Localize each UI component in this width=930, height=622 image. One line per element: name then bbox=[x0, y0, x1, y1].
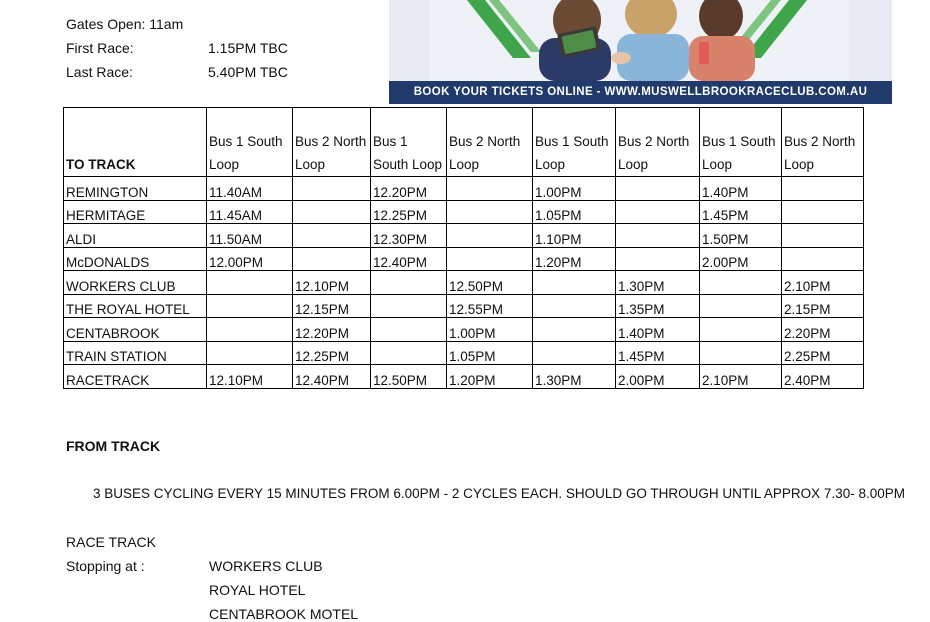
table-row bbox=[64, 224, 864, 248]
time-cell bbox=[700, 341, 782, 365]
time-cell bbox=[616, 200, 700, 224]
to-track-title: TO TRACK bbox=[64, 108, 207, 177]
time-cell: 12.40PM bbox=[371, 247, 447, 271]
time-cell: 12.30PM bbox=[371, 224, 447, 248]
time-cell: 11.40AM bbox=[207, 177, 293, 201]
time-cell bbox=[533, 271, 616, 295]
gates-open bbox=[66, 12, 183, 36]
column-header: Bus 2 North Loop bbox=[447, 108, 533, 177]
column-header: Bus 1 South Loop bbox=[371, 108, 447, 177]
gates-open-text: Gates Open: 11am bbox=[66, 16, 184, 32]
time-cell: 2.15PM bbox=[782, 294, 864, 318]
time-cell bbox=[616, 247, 700, 271]
time-cell bbox=[371, 294, 447, 318]
time-cell bbox=[700, 271, 782, 295]
time-cell: 1.10PM bbox=[533, 224, 616, 248]
time-cell bbox=[207, 318, 293, 342]
time-cell bbox=[447, 247, 533, 271]
time-cell: 12.50PM bbox=[447, 271, 533, 295]
stop-name-cell: WORKERS CLUB bbox=[64, 271, 207, 295]
column-header: Bus 2 North Loop bbox=[616, 108, 700, 177]
time-cell: 1.40PM bbox=[700, 177, 782, 201]
stop-name-cell: TRAIN STATION bbox=[64, 341, 207, 365]
time-cell: 1.20PM bbox=[533, 247, 616, 271]
time-cell: 12.55PM bbox=[447, 294, 533, 318]
time-cell: 1.40PM bbox=[616, 318, 700, 342]
time-cell bbox=[782, 247, 864, 271]
time-cell: 12.20PM bbox=[371, 177, 447, 201]
time-cell: 2.10PM bbox=[782, 271, 864, 295]
time-cell bbox=[293, 247, 371, 271]
column-header: Bus 1 South Loop bbox=[533, 108, 616, 177]
time-cell: 1.05PM bbox=[533, 200, 616, 224]
time-cell bbox=[447, 177, 533, 201]
time-cell bbox=[207, 341, 293, 365]
table-header-row bbox=[64, 108, 864, 177]
time-cell bbox=[207, 294, 293, 318]
time-cell bbox=[782, 224, 864, 248]
time-cell: 1.50PM bbox=[700, 224, 782, 248]
time-cell: 1.20PM bbox=[447, 365, 533, 389]
time-cell bbox=[782, 177, 864, 201]
time-cell bbox=[616, 177, 700, 201]
first-race-value: 1.15PM TBC bbox=[208, 40, 288, 56]
first-race-label: First Race: bbox=[66, 40, 134, 56]
event-info bbox=[66, 12, 288, 84]
time-cell bbox=[533, 294, 616, 318]
to-track-schedule-table bbox=[63, 107, 864, 389]
time-cell bbox=[371, 341, 447, 365]
time-cell bbox=[533, 318, 616, 342]
time-cell: 12.50PM bbox=[371, 365, 447, 389]
stop-item: WORKERS CLUB bbox=[209, 558, 323, 574]
from-track-note: 3 BUSES CYCLING EVERY 15 MINUTES FROM 6.00PM - 2 CYCLES EACH. SHOULD GO THROUGH UNTIL APPROX 7.30- 8.00PM bbox=[93, 486, 905, 501]
time-cell bbox=[447, 224, 533, 248]
stop-item: ROYAL HOTEL bbox=[209, 582, 306, 598]
time-cell bbox=[207, 271, 293, 295]
time-cell: 1.00PM bbox=[533, 177, 616, 201]
time-cell: 12.40PM bbox=[293, 365, 371, 389]
time-cell bbox=[616, 224, 700, 248]
time-cell: 12.25PM bbox=[371, 200, 447, 224]
last-race-label: Last Race: bbox=[66, 64, 133, 80]
table-row bbox=[64, 177, 864, 201]
time-cell bbox=[700, 294, 782, 318]
time-cell: 2.00PM bbox=[616, 365, 700, 389]
time-cell: 12.10PM bbox=[293, 271, 371, 295]
time-cell bbox=[782, 200, 864, 224]
time-cell: 11.45AM bbox=[207, 200, 293, 224]
stop-name-cell: REMINGTON bbox=[64, 177, 207, 201]
table-row bbox=[64, 271, 864, 295]
time-cell bbox=[371, 318, 447, 342]
time-cell: 2.20PM bbox=[782, 318, 864, 342]
time-cell bbox=[293, 177, 371, 201]
table-row bbox=[64, 200, 864, 224]
stop-item: CENTABROOK MOTEL bbox=[209, 606, 359, 622]
time-cell: 11.50AM bbox=[207, 224, 293, 248]
time-cell: 1.05PM bbox=[447, 341, 533, 365]
time-cell bbox=[293, 200, 371, 224]
stop-name-cell: CENTABROOK bbox=[64, 318, 207, 342]
booking-link[interactable]: BOOK YOUR TICKETS ONLINE - WWW.MUSWELLBROOKRACECLUB.COM.AU bbox=[389, 81, 892, 104]
time-cell: 2.25PM bbox=[782, 341, 864, 365]
time-cell: 2.00PM bbox=[700, 247, 782, 271]
time-cell: 12.10PM bbox=[207, 365, 293, 389]
time-cell bbox=[371, 271, 447, 295]
time-cell: 12.15PM bbox=[293, 294, 371, 318]
time-cell: 1.30PM bbox=[533, 365, 616, 389]
time-cell: 12.00PM bbox=[207, 247, 293, 271]
time-cell bbox=[700, 318, 782, 342]
promo-banner[interactable] bbox=[389, 0, 892, 104]
time-cell: 1.35PM bbox=[616, 294, 700, 318]
stop-name-cell: HERMITAGE bbox=[64, 200, 207, 224]
time-cell: 1.45PM bbox=[616, 341, 700, 365]
time-cell: 12.20PM bbox=[293, 318, 371, 342]
column-header: Bus 2 North Loop bbox=[293, 108, 371, 177]
from-track-title: FROM TRACK bbox=[66, 438, 161, 454]
stopping-label: Stopping at : bbox=[66, 558, 145, 574]
time-cell: 2.10PM bbox=[700, 365, 782, 389]
time-cell: 2.40PM bbox=[782, 365, 864, 389]
origin-label: RACE TRACK bbox=[66, 534, 156, 550]
time-cell bbox=[293, 224, 371, 248]
table-row bbox=[64, 294, 864, 318]
stop-name-cell: ALDI bbox=[64, 224, 207, 248]
table-row bbox=[64, 318, 864, 342]
time-cell bbox=[447, 200, 533, 224]
column-header: Bus 1 South Loop bbox=[700, 108, 782, 177]
column-header: Bus 2 North Loop bbox=[782, 108, 864, 177]
table-row bbox=[64, 365, 864, 389]
time-cell: 1.00PM bbox=[447, 318, 533, 342]
first-race bbox=[66, 36, 288, 60]
table-row bbox=[64, 247, 864, 271]
schedule-body bbox=[64, 177, 864, 389]
time-cell: 1.45PM bbox=[700, 200, 782, 224]
time-cell: 12.25PM bbox=[293, 341, 371, 365]
last-race bbox=[66, 60, 288, 84]
time-cell bbox=[533, 341, 616, 365]
stop-name-cell: THE ROYAL HOTEL bbox=[64, 294, 207, 318]
stop-name-cell: McDONALDS bbox=[64, 247, 207, 271]
table-row bbox=[64, 341, 864, 365]
stop-name-cell: RACETRACK bbox=[64, 365, 207, 389]
last-race-value: 5.40PM TBC bbox=[208, 64, 288, 80]
time-cell: 1.30PM bbox=[616, 271, 700, 295]
column-header: Bus 1 South Loop bbox=[207, 108, 293, 177]
